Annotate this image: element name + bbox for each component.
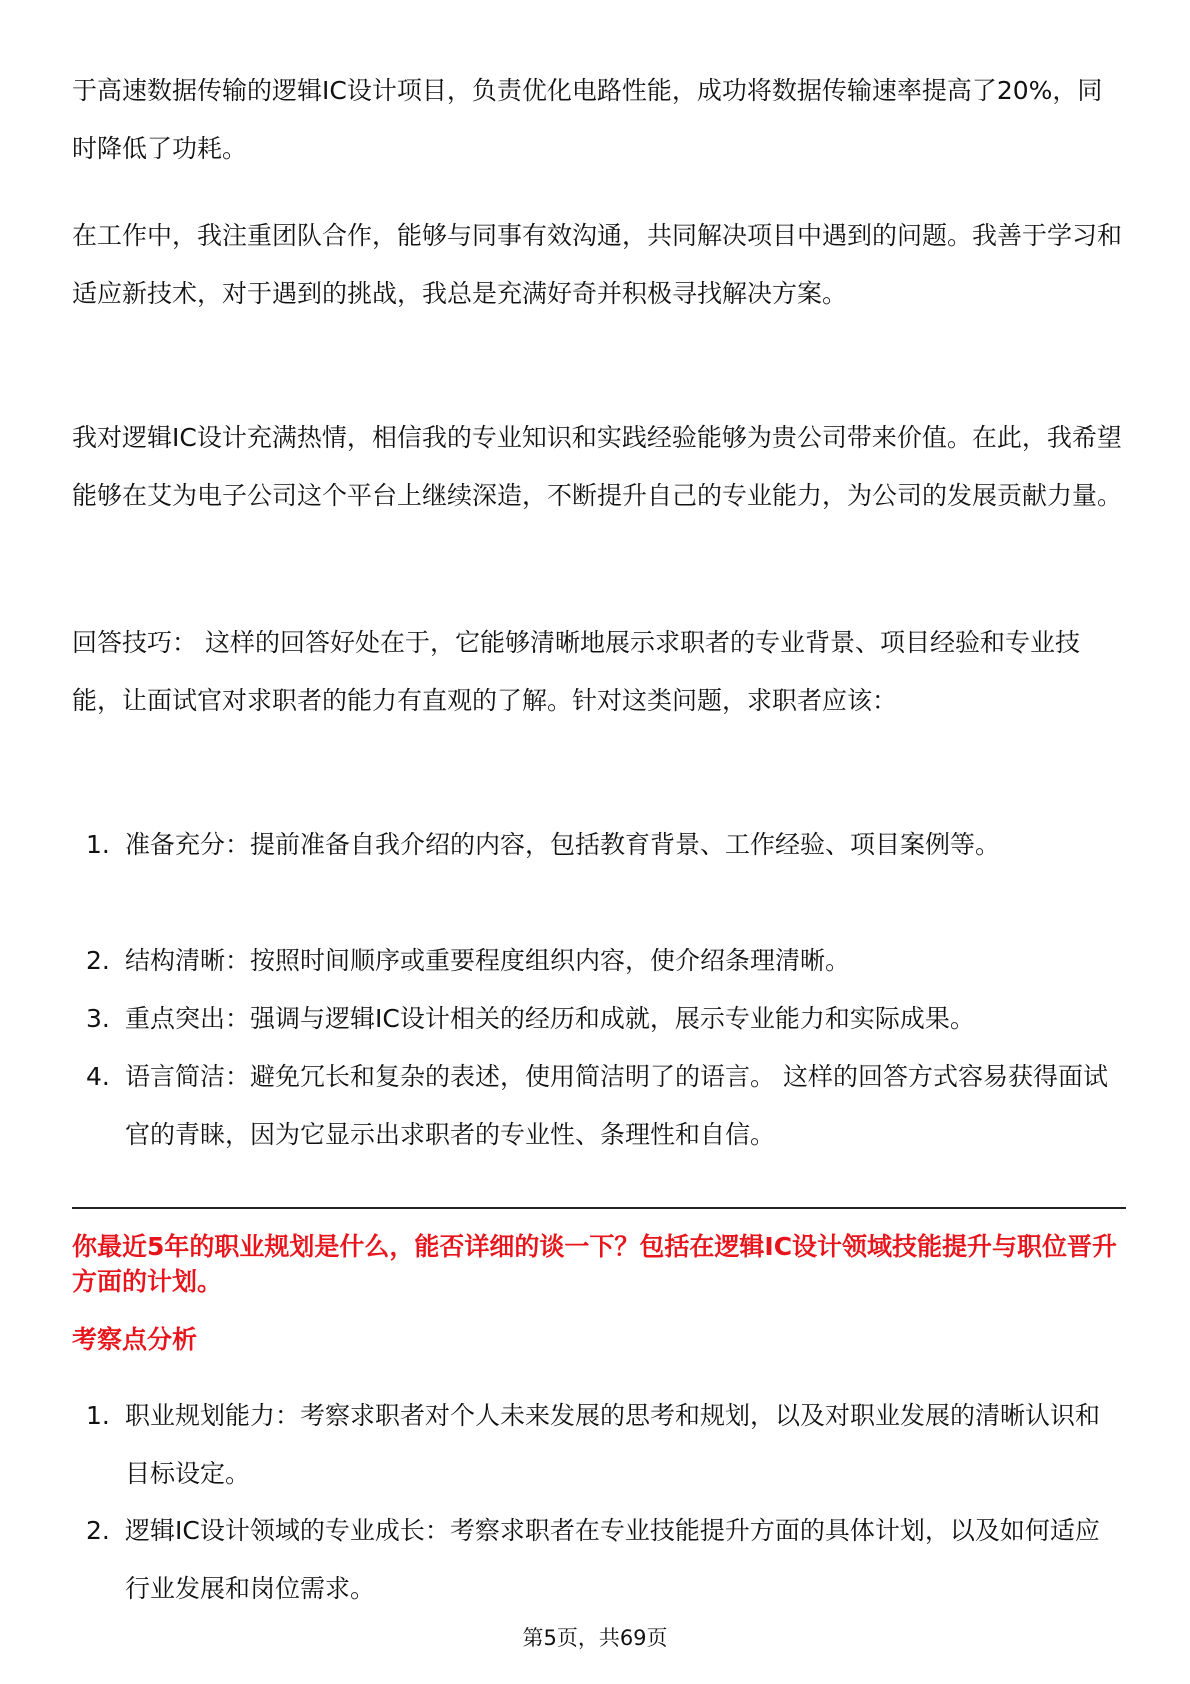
list-text: 重点突出：强调与逻辑IC设计相关的经历和成就，展示专业能力和实际成果。 <box>125 1004 975 1033</box>
list-number: 1. <box>86 1401 110 1430</box>
list-item <box>72 990 1122 1048</box>
list-number: 2. <box>86 946 110 975</box>
list-item <box>72 1048 1122 1163</box>
list-text: 准备充分：提前准备自我介绍的内容，包括教育背景、工作经验、项目案例等。 <box>125 830 1001 859</box>
list-number: 2. <box>86 1516 110 1545</box>
list-item <box>72 932 1122 990</box>
list-text: 逻辑IC设计领域的专业成长：考察求职者在专业技能提升方面的具体计划，以及如何适应行业发展和岗位需求。 <box>125 1516 1100 1603</box>
question-heading: 你最近5年的职业规划是什么，能否详细的谈一下？包括在逻辑IC设计领域技能提升与职位晋升方面的计划。 <box>72 1232 1118 1296</box>
list-number: 1. <box>86 830 110 859</box>
analysis-heading: 考察点分析 <box>72 1325 198 1354</box>
answer-tips-paragraph: 回答技巧： 这样的回答好处在于，它能够清晰地展示求职者的专业背景、项目经验和专业技能，让面试官对求职者的能力有直观的了解。针对这类问题，求职者应该： <box>72 628 1080 715</box>
list-text: 结构清晰：按照时间顺序或重要程度组织内容，使介绍条理清晰。 <box>125 946 851 975</box>
paragraph: 我对逻辑IC设计充满热情，相信我的专业知识和实践经验能够为贵公司带来价值。在此，我希望能够在艾为电子公司这个平台上继续深造，不断提升自己的专业能力，为公司的发展贡献力量。 <box>72 423 1123 510</box>
list-item <box>72 816 1122 874</box>
list-text: 职业规划能力：考察求职者对个人未来发展的思考和规划，以及对职业发展的清晰认识和目标设定。 <box>125 1401 1101 1488</box>
paragraph: 于高速数据传输的逻辑IC设计项目，负责优化电路性能，成功将数据传输速率提高了20%，同时降低了功耗。 <box>72 76 1103 163</box>
divider <box>72 1207 1126 1209</box>
list-text: 语言简洁：避免冗长和复杂的表述，使用简洁明了的语言。 这样的回答方式容易获得面试官的青睐，因为它显示出求职者的专业性、条理性和自信。 <box>125 1062 1108 1149</box>
list-item <box>72 1387 1122 1502</box>
list-item <box>72 1502 1122 1617</box>
paragraph: 在工作中，我注重团队合作，能够与同事有效沟通，共同解决项目中遇到的问题。我善于学习和适应新技术，对于遇到的挑战，我总是充满好奇并积极寻找解决方案。 <box>72 221 1123 308</box>
list-number: 3. <box>86 1004 110 1033</box>
list-number: 4. <box>86 1062 110 1091</box>
page-number: 第5页，共69页 <box>522 1626 668 1650</box>
